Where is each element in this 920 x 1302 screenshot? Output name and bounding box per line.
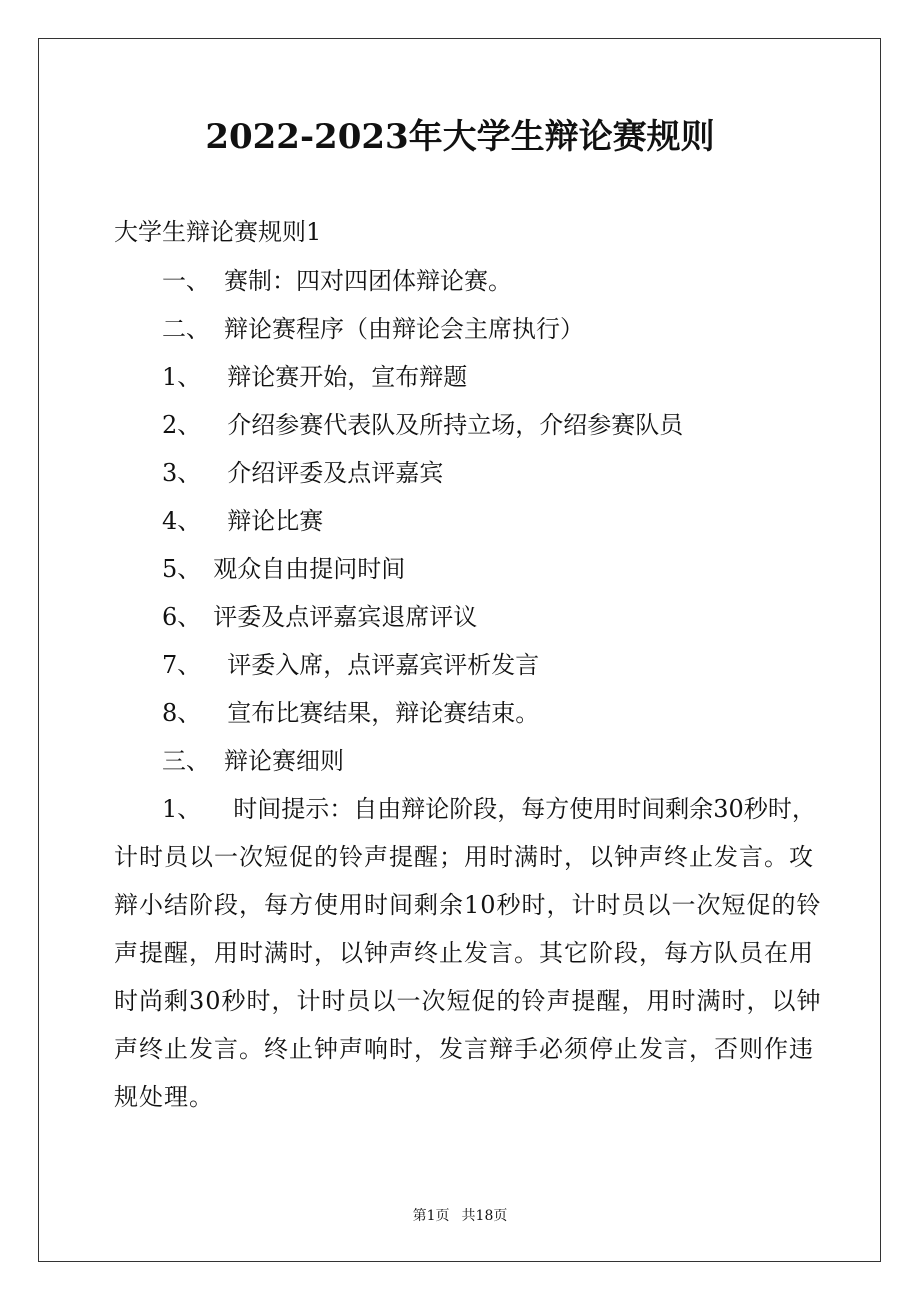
list-text: 评委入席，点评嘉宾评析发言	[227, 651, 540, 679]
list-marker: 一、	[162, 267, 210, 295]
list-marker: 5、	[162, 555, 202, 583]
list-marker: 1、	[162, 363, 202, 391]
list-marker: 2、	[162, 411, 202, 439]
list-item	[162, 362, 467, 392]
list-marker: 8、	[162, 699, 202, 727]
list-text: 辩论赛程序（由辩论会主席执行）	[224, 315, 584, 343]
list-text: 辩论赛开始，宣布辩题	[227, 363, 468, 391]
list-item	[162, 506, 323, 536]
list-marker: 7、	[162, 651, 202, 679]
list-item	[162, 650, 539, 680]
paragraph-text: 时间提示：自由辩论阶段，每方使用时间剩余30秒时，	[233, 795, 816, 823]
paragraph-line: 时尚剩30秒时，计时员以一次短促的铃声提醒，用时满时，以钟	[114, 987, 822, 1015]
list-item	[162, 554, 405, 584]
paragraph-line: 声终止发言。终止钟声响时，发言辩手必须停止发言，否则作违	[114, 1035, 814, 1063]
list-text: 评委及点评嘉宾退席评议	[213, 603, 478, 631]
list-text: 介绍参赛代表队及所持立场，介绍参赛队员	[227, 411, 684, 439]
list-text: 介绍评委及点评嘉宾	[227, 459, 444, 487]
page-footer	[0, 1206, 920, 1226]
paragraph-line: 声提醒，用时满时，以钟声终止发言。其它阶段，每方队员在用	[114, 939, 814, 967]
list-marker: 二、	[162, 315, 210, 343]
list-item	[162, 698, 539, 728]
list-marker: 4、	[162, 507, 202, 535]
list-item	[162, 314, 584, 344]
list-text: 赛制：四对四团体辩论赛。	[224, 267, 512, 295]
list-marker: 三、	[162, 747, 210, 775]
section-heading: 大学生辩论赛规则1	[114, 218, 322, 246]
list-marker: 3、	[162, 459, 202, 487]
page-total: 共18页	[461, 1208, 508, 1224]
list-text: 辩论比赛	[227, 507, 324, 535]
list-marker: 1、	[162, 795, 202, 823]
list-text: 辩论赛细则	[224, 747, 344, 775]
paragraph-line: 计时员以一次短促的铃声提醒；用时满时，以钟声终止发言。攻	[114, 843, 814, 871]
document-title: 2022-2023年大学生辩论赛规则	[205, 117, 715, 157]
page-number: 第1页	[412, 1208, 450, 1224]
paragraph-first-line	[162, 794, 816, 824]
list-item	[162, 458, 443, 488]
paragraph-line: 规处理。	[114, 1083, 214, 1111]
list-item	[162, 266, 512, 296]
list-text: 观众自由提问时间	[213, 555, 406, 583]
list-item	[162, 602, 477, 632]
paragraph-line: 辩小结阶段，每方使用时间剩余10秒时，计时员以一次短促的铃	[114, 891, 822, 919]
list-item	[162, 746, 344, 776]
list-text: 宣布比赛结果，辩论赛结束。	[227, 699, 540, 727]
list-marker: 6、	[162, 603, 202, 631]
list-item	[162, 410, 683, 440]
